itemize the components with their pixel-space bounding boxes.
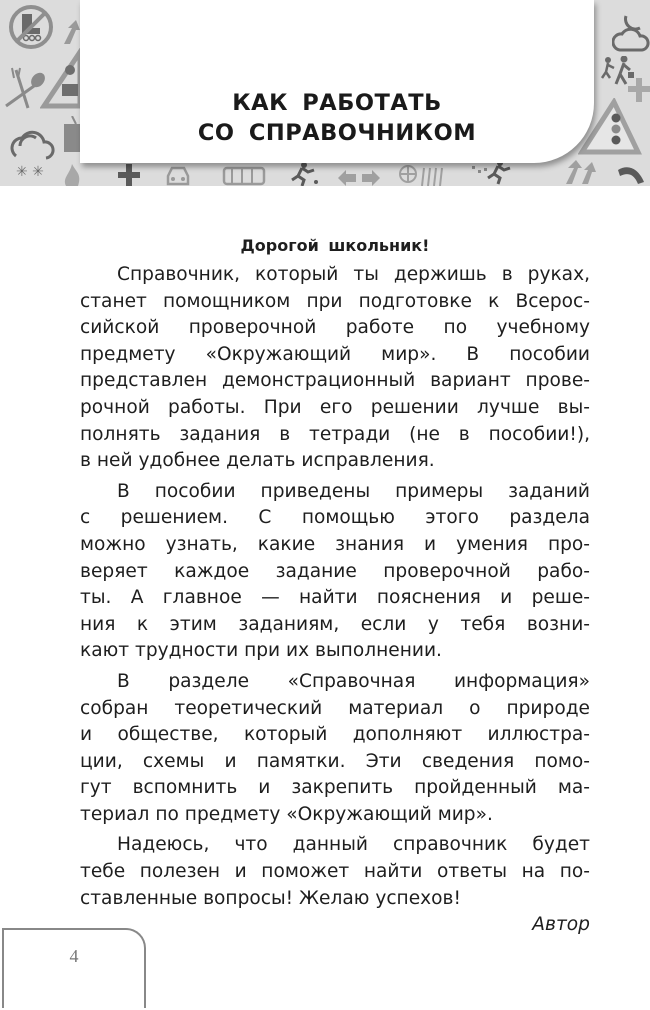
bus-icon <box>222 164 268 186</box>
text-line: собран теоретический материал о природе <box>80 697 590 719</box>
paragraph-3 <box>80 669 590 829</box>
arrows-icon <box>336 168 382 186</box>
curve-arrow-icon <box>616 164 646 186</box>
moon-cloud-icon <box>612 12 650 56</box>
runner-icon <box>288 162 320 186</box>
paragraph-1 <box>80 262 590 475</box>
text-line: и обществе, который дополняют иллюстра- <box>80 724 590 746</box>
arrow-up-icon <box>60 18 82 46</box>
greeting-heading: Дорогой школьник! <box>240 236 430 255</box>
text-line: В разделе «Справочная информация» <box>117 670 590 692</box>
title-line-2: СО СПРАВОЧНИКОМ <box>197 120 477 146</box>
text-line: ставленные вопросы! Желаю успехов! <box>80 887 461 909</box>
text-line: сийской проверочной работе по учебному <box>80 317 590 339</box>
text-line: Надеюсь, что данный справочник будет <box>117 834 590 856</box>
railroad-crossing-sign-icon <box>40 48 84 112</box>
text-line: териал по предмету «Окружающий мир». <box>80 803 493 825</box>
car-icon <box>164 166 192 186</box>
page-number: 4 <box>69 946 79 966</box>
text-line: в ней удобнее делать исправления. <box>80 450 435 472</box>
text-line: Справочник, который ты держишь в руках, <box>117 264 590 285</box>
title-card <box>80 0 594 163</box>
text-line: кают трудности при их выполнении. <box>80 640 442 662</box>
text-line: ния к этим заданиям, если у тебя возни- <box>80 613 590 635</box>
text-line: представлен демонстрационный вариант прове- <box>80 370 590 392</box>
page-number-box <box>2 928 146 1008</box>
first-aid-cross-icon <box>118 164 140 186</box>
main-content <box>80 232 590 938</box>
text-line: рочной работы. При его решении лучше вы- <box>80 396 590 418</box>
author-signature: Автор <box>532 914 590 936</box>
text-line: станет помощником при подготовке к Всерос- <box>80 290 590 312</box>
page-title <box>80 88 594 148</box>
svg-text:✳ ✳: ✳ ✳ <box>16 164 44 180</box>
text-line: ции, схемы и памятки. Эти сведения помо- <box>80 750 590 772</box>
snow-cloud-icon <box>6 120 56 180</box>
no-rollerblades-sign-icon <box>8 4 54 50</box>
text-line: веряет каждое задание проверочной рабо- <box>80 560 590 582</box>
paragraph-2 <box>80 479 590 665</box>
text-line: В пособии приведены примеры заданий <box>117 480 590 502</box>
tram-icon <box>62 116 82 156</box>
text-line: гут вспомнить и закрепить пройденный ма- <box>80 777 590 799</box>
paragraph-4 <box>80 832 590 912</box>
turn-arrow-icon <box>560 158 600 186</box>
text-line: ты. А главное — найти пояснения и реше- <box>80 587 590 609</box>
text-line: тебе полезен и поможет найти ответы на по- <box>80 861 590 883</box>
text-line: полнять задания в тетради (не в пособии!), <box>80 423 590 445</box>
title-line-1: КАК РАБОТАТЬ <box>232 90 442 116</box>
text-line: можно узнать, какие знания и умения про- <box>80 533 590 555</box>
crosswalk-icon <box>398 164 460 186</box>
header-banner <box>0 0 650 186</box>
fire-icon <box>62 164 82 186</box>
children-running-icon <box>470 160 514 186</box>
text-line: предмету «Окружающий мир». В пособии <box>80 343 590 365</box>
text-line: с решением. С помощью этого раздела <box>80 507 590 529</box>
